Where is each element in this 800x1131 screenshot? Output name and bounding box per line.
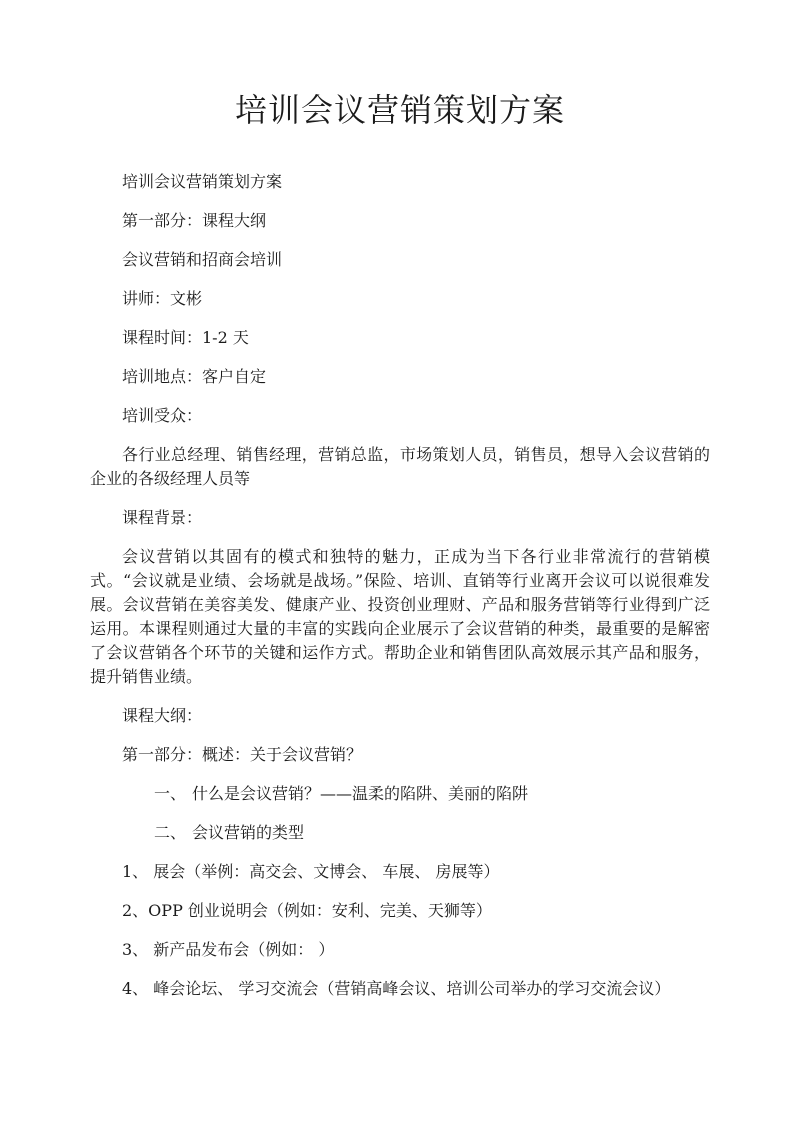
paragraph-course-time: 课程时间：1-2 天 xyxy=(122,328,249,347)
list-item: 3、 新产品发布会（例如： ） xyxy=(122,940,335,959)
list-item: 2、OPP 创业说明会（例如：安利、完美、天狮等） xyxy=(122,901,492,920)
paragraph-part-one: 第一部分：课程大纲 xyxy=(122,211,267,230)
numbered-item xyxy=(90,782,710,806)
paragraph-audience: 各行业总经理、销售经理，营销总监，市场策划人员，销售员，想导入会议营销的企业的各级经理人员等 xyxy=(90,445,710,488)
paragraph-outline-label: 课程大纲： xyxy=(122,706,203,725)
document-title: 培训会议营销策划方案 xyxy=(234,91,565,129)
paragraph-part-one-overview: 第一部分：概述：关于会议营销？ xyxy=(122,745,363,764)
paragraph-location: 培训地点：客户自定 xyxy=(122,367,267,386)
numbered-item-text: 什么是会议营销？——温柔的陷阱、美丽的陷阱 xyxy=(192,784,529,803)
numbered-item-number: 二、 xyxy=(154,823,187,842)
paragraph-lecturer: 讲师：文彬 xyxy=(122,289,203,308)
paragraph-background-label: 课程背景： xyxy=(122,508,203,527)
paragraph-audience-label: 培训受众： xyxy=(122,406,203,425)
document-body xyxy=(90,170,710,1016)
paragraph-background: 会议营销以其固有的模式和独特的魅力，正成为当下各行业非常流行的营销模式。“会议就是业绩、会场就是战场。”保险、培训、直销等行业离开会议可以说很难发展。会议营销在美容美发、健康产业、投资创业理财、产品和服务营销等行业得到广泛运用。本课程则通过大量的丰富的实践向企业展示了会议营销的种类，最重要的是解密了会议营销各个环节的关键和运作方式。帮助企业和销售团队高效展示其产品和服务，提升销售业绩。 xyxy=(90,547,710,686)
numbered-item-text: 会议营销的类型 xyxy=(192,823,305,842)
paragraph-doc-name: 培训会议营销策划方案 xyxy=(122,172,283,191)
numbered-item-number: 一、 xyxy=(154,784,187,803)
numbered-item xyxy=(90,821,710,845)
list-item: 1、 展会（举例：高交会、文博会、 车展、 房展等） xyxy=(122,862,500,881)
paragraph-course-name: 会议营销和招商会培训 xyxy=(122,250,283,269)
list-item: 4、 峰会论坛、 学习交流会（营销高峰会议、培训公司举办的学习交流会议） xyxy=(122,979,671,998)
